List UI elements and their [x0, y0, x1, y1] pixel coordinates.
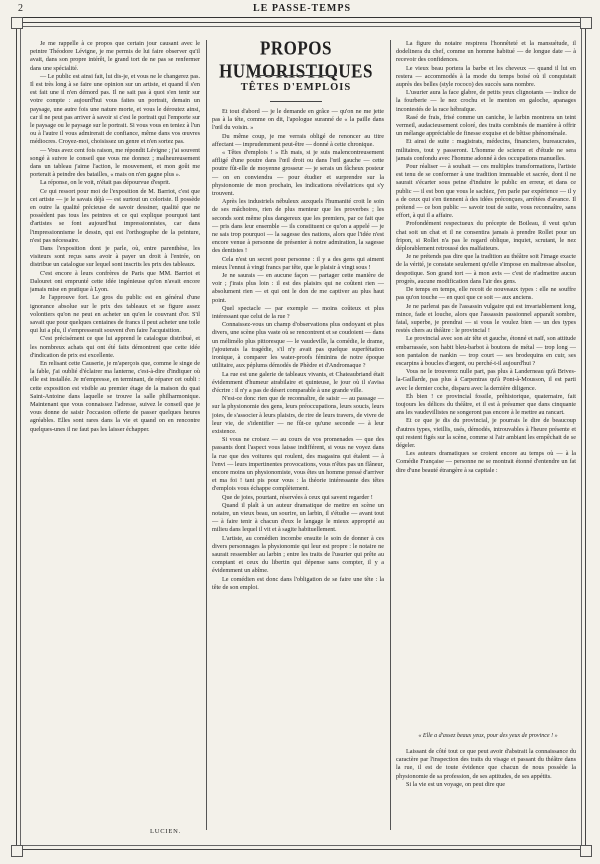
frame-corner-ornament — [11, 845, 23, 857]
header-rule — [18, 17, 586, 18]
paragraph: Si vous ne croisez — au cours de vos promenades — que des passants dont l'aspect vous laisse indifférent, si vous ne voyez dans la rue que des voitures qui roulent, des magasins qui étalent — à l'envi — leurs impertinentes provocations, vous n'êtes pas un flâneur, encore moins un physionomiste, vous êtes un homme pressé d'arriver et ma foi ! tant pis pour vous : la théorie intéressante des têtes d'emplois vous échappe complètement. — [212, 436, 384, 493]
middle-column-text — [212, 108, 384, 830]
paragraph: Quel spectacle — par exemple — moins coûteux et plus intéressant que celui de la rue ? — [212, 304, 384, 321]
paragraph: Cela n'est un secret pour personne : il y a des gens qui aiment mieux l'ennui à vingt francs par tête, que le plaisir à vingt sous ! — [212, 255, 384, 271]
paragraph: Que de joies, pourtant, réservées à ceux qui savent regarder ! — [222, 493, 373, 501]
column-divider — [206, 40, 207, 830]
page-number: 2 — [18, 3, 24, 14]
paragraph: Et tout d'abord — je le demande en grâce — qu'on ne me jette pas à la tête, comme on dit, l'apologue suranné de « la paille dans l'œil du voisin. » — [212, 108, 384, 132]
paragraph: Profondément respectueux du précepte de Boileau, il veut qu'un chat soit un chat et il ne consentira jamais à prendre Rollet pour un fripon, si Rollet n'a pas le regard oblique, inquiet, scrutant, le nez déplorablement retroussé des malfaiteurs. — [396, 220, 576, 253]
frame-corner-ornament — [580, 845, 592, 857]
paragraph: De temps en temps, elle recoit de nouveaux types : elle ne souffre pas qu'on touche — en quoi que ce soit — aux anciens. — [396, 286, 576, 302]
paragraph: Je ne prétends pas dire que la tradition au théâtre soit l'image exacte de la vérité, je constate seulement qu'elle s'impose en maîtresse absolue, despotique. Son grand tort — à mon avis — c'est de n'admettre aucun progrès, aucune modification dans l'air des gens. — [396, 253, 576, 285]
paragraph: Je l'approuve fort. Le gros du public est en général d'une ignorance absolue sur le prix des tableaux et se figure assez volontiers qu'on ne peut en acheter un qu'en le couvrant d'or. S'il savait que pour quelques centaines de francs il peut acheter une toile qui lui a plu, il s'empresserait souvent d'en faire l'acquisition. — [30, 294, 200, 335]
paragraph: Si la vie est un voyage, on peut dire que — [406, 780, 505, 788]
paragraph: Et ce que je dis du provincial, je pourrais le dire de beaucoup d'autres types, vieillis, usés, démodés, introuvables à l'heure présente et qui restent figés sur la scène, comme si l'air ambiant les empêchait de se dégeler. — [396, 417, 576, 449]
paragraph: Après les industriels nébuleux auxquels l'humanité croit le soin de ses mâchoires, rien de plus menteur que les proverbes ; les seconds sont même plus dangereux que les premiers, par ce fait que — pris dans leur ensemble — ils constituent ce qu'on a appelé — je ne sais trop pourquoi — la sagesse des nations, alors que l'idée n'est encore venue à personne de présenter à notre admiration, la sagesse des dentistes ! — [212, 198, 384, 255]
paragraph: Laissant de côté tout ce que peut avoir d'abstrait la connaissance du caractère par l'inspection des traits du visage et passant du théâtre dans la rue, il est de toute évidence que chacun de nous possède la physionomie de sa profession, de ses aptitudes, de ses appétits. — [396, 748, 576, 780]
paragraph: L'usurier aura la face glabre, de petits yeux clignotants — indice de la fourberie — le nez crochu et le menton en galoche, apanages incontestés de la race hébraïque. — [396, 89, 576, 113]
paragraph: L'artiste, au comédien incombe ensuite le soin de donner à ces divers personnages la physionomie qui leur est propre : le notaire ne saurait ressembler au larbin ; entre les traits de l'usurier qui prête au comptant et ceux du libertin qui dépense sans compter, il y a évidemment un abîme. — [212, 534, 384, 575]
paragraph: Rasé de frais, frisé comme un caniche, le larbin montrera un teint vermeil, audacieusement coloré, des traits combinés de manière à offrir un mélange appréciable de finesse exquise et de bêtise phénoménale. — [396, 113, 576, 138]
paragraph: La réponse, on le voit, n'était pas dépourvue d'esprit. — [40, 179, 171, 187]
quote-line: « Elle a d'assez beaux yeux, pour des yeux de province ! » — [418, 733, 558, 739]
paragraph: Le vieux beau portera la barbe et les cheveux — quand il lui en restera — accommodés à la mode du temps boisé où il conquistait auprès des belles (style rococo) des succès sans nombre. — [396, 64, 576, 89]
paragraph: Je ne saurais — en aucune façon — partager cette manière de voir ; j'irais plus loin : il est des plaisirs qui ne coûtent rien — absolument rien — et qui ont le don de me captiver au plus haut point. — [212, 272, 384, 304]
paragraph: Pour réaliser — à souhait — ces multiples transformations, l'artiste est tenu de se conformer à une tradition immuable et sacrée, dont il ne saurait s'écarter sous peine d'induire le public en erreur, et dans ce public — il est bon que vous le sachiez, j'en parle par expérience — il y a de ceux qui s'en tiennent à des idées préconçues, arrêtées d'avance. Il prétend — ce bon public — savoir tout de suite, vous reconnaître, sans effort, à qui il a affaire. — [396, 163, 576, 220]
column-divider — [390, 40, 391, 830]
signature: LUCIEN. — [150, 828, 182, 835]
paragraph: Les auteurs dramatiques se croient encore au temps où — à la Comédie Française — personne ne se montrait étonné d'entendre un fat dire d'une beauté étrangère à sa capitale : — [396, 450, 576, 474]
paragraph: En relisant cette Causerie, je m'aperçois que, comme le singe de la fable, j'ai oublié d'éclairer ma lanterne, c'est-à-dire d'indiquer où elle est installée. Je m'empresse, en terminant, de réparer cet oubli : cette exposition est visible au premier étage de la maison du quai Saint-Antoine dans laquelle se trouve la salle philharmonique. Maintenant que vous connaissez l'adresse, suivez le conseil que je vous donne de saisir l'occasion offerte de passer quelques heures agréables. Elles sont rares dans la vie et quand on en rencontre quelques-unes il ne faut pas les laisser échapper. — [30, 359, 200, 433]
article-subtitle: TÊTES D'EMPLOIS — [240, 82, 352, 93]
paragraph: Vous ne le trouverez nulle part, pas plus à Landerneau qu'à Brives-la-Gaillarde, pas plus à Carpentras qu'à Pont-à-Mousson, il est parti avec le dernier coche, disparu avec la dernière diligence. — [396, 368, 576, 392]
paragraph: Dans l'exposition dont je parle, où, entre parenthèse, les visiteurs sont reçus sans avoir à payer un droit à l'entrée, on distribue un catalogue sur lequel sont inscrits les prix des tableaux. — [30, 245, 200, 269]
paragraph: N'est-ce donc rien que de reconnaître, de saisir — au passage — sur la physionomie des gens, leurs préoccupations, leurs soucis, leurs joies, de s'associer à leurs plaisirs, de rire de leurs travers, de vivre de leur vie, de s'identifier — ne fût-ce qu'une seconde — à leur existence. — [212, 395, 384, 435]
right-column-closing-text — [396, 748, 576, 830]
paragraph: — Vous avez cent fois raison, me répondit Lévigne ; j'ai souvent songé à suivre le conseil que vous me donnez ; malheureusement dans un tableau j'aime l'action, le mouvement, et mon goût me porterait à peindre des batailles, « mais on n'en gagne plus ». — [30, 146, 200, 179]
paragraph: C'est précisément ce que lui apprend le catalogue distribué, et les nombreux achats qui ont été faits démontrent que cette idée d'indication de prix est excellente. — [30, 335, 200, 359]
paragraph: Le comédien est donc dans l'obligation de se faire une tête : la tête de son emploi. — [212, 575, 384, 591]
paragraph: Et ainsi de suite : magistrats, médecins, financiers, bureaucrates, militaires, tout y passeront. L'homme de science et d'étude ne sera jamais confondu avec l'homme adonné à des occupations manuelles. — [396, 138, 576, 162]
paragraph: Le provincial avec son air tête et gauche, étonné et naïf, son attitude embarrassée, son habit bleu-barbot à boutons de métal — trop long — son pantalon de nankin — trop court — ses brodequins en cuir, ses escarpins à boucles d'argent, ou perché-t-il aujourd'hui ? — [396, 335, 576, 367]
paragraph: C'est encore à leurs confrères de Paris que MM. Barriot et Dalouret ont emprunté cette idée ingénieuse qu'on n'avait encore jamais mise en pratique à Lyon. — [30, 269, 200, 294]
paragraph: Eh bien ! ce provincial fossile, préhistorique, quaternaire, fait toujours les délices du théâtre, et il est à présumer que dans cinquante ans les vaudevillistes ne songeront pas encore à le mettre au rancart. — [396, 392, 576, 417]
paragraph: — Le public est ainsi fait, lui dis-je, et vous ne le changerez pas. Il est très long à se faire une opinion sur un artiste, et quand il s'en est fait une il n'en démord pas. Il ne sait pas à quoi s'en tenir sur votre compte : aujourd'hui vous faites un portrait, demain un paysage, une autre fois une nature morte, et vous le déroutez ainsi, car il ne peut pas arriver à savoir si c'est le portrait qui l'emporte sur le paysage ou le paysage sur le portrait. Si vous vous en teniez à l'un ou à l'autre il vous admirerait de confiance, même dans vos œuvres médiocres. Croyez-moi, choisissez un genre et n'en sortez pas. — [30, 72, 200, 146]
subtitle-rule — [270, 101, 322, 102]
frame-corner-ornament — [11, 17, 23, 29]
page-header — [18, 2, 586, 16]
left-column-text — [30, 40, 200, 822]
title-rule — [255, 75, 337, 76]
frame-corner-ornament — [580, 17, 592, 29]
right-column-text — [396, 40, 576, 728]
paragraph: Je ne parlerai pas de l'assassin vulgaire qui est invariablement long, mince, fade et louche, alors que l'assassin passionnel apparaît sombre, fatal, superbe, je prendrai — si vous le voulez bien — un des types restés chers au théâtre : le provincial ! — [396, 302, 576, 335]
paragraph: Du même coup, je me verrais obligé de renoncer au titre affectant — imprudemment peut-être — donné à cette chronique. — [212, 132, 384, 148]
article-title: PROPOS HUMORISTIQUES — [219, 37, 373, 82]
paragraph: Ce qui ressort pour moi de l'exposition de M. Barriot, c'est que cet artiste — je le savais déjà — est surtout un coloriste. Il possède en outre la qualité précieuse de savoir dessiner, qualité que ne possèdent pas tous les peintres et ce qui explique pourquoi tant d'artistes se font aujourd'hui impressionnistes, car dans l'impressionnisme le dessin, qui est l'orthographe de la peinture, n'est pas nécessaire. — [30, 187, 200, 244]
paragraph: La rue est une galerie de tableaux vivants, et Chateaubriand était évidemment d'humeur atrabilaire et quinteuse, le jour où il s'avisa d'écrire : il n'y a pas de désert comparable à une grande ville. — [212, 370, 384, 394]
paragraph: Quand il plaît à un auteur dramatique de mettre en scène un notaire, un vieux beau, un sourire, un larbin, il s'étudie — avant tout — à faire tenir à chacun d'eux le langage le mieux approprié au milieu dans lequel il vit et à sagite habituellement. — [212, 501, 384, 534]
paragraph: Je me rappelle à ce propos que certain jour causant avec le peintre Théodore Lévigne, je me permis de lui faire observer qu'il avait, dans son propre intérêt, le grand tort de ne pas se renfermer dans une spécialité. — [30, 40, 200, 72]
journal-name: LE PASSE-TEMPS — [253, 3, 351, 14]
paragraph: Connaissez-vous un champ d'observations plus ondoyant et plus divers, une scène plus vaste où se rencontrent et se coudoient — dans un mélimélo plus pittoresque — le vaudeville, la comédie, le drame, j'ajouterais la tragédie, s'il n'y avait pas quelque superfétation ironique, à comparer les water-proofs féminins de notre époque utilitaire, aux péplums démodés de Phèdre et d'Andromaque ? — [212, 321, 384, 370]
paragraph: « Têtes d'emplois ! » Eh mais, si je suis malencontreusement affligé d'une poutre dans l'œil droit ou dans l'œil gauche — cette poutre fût-elle de moyenne grosseur — je serais un fâcheux posteur — on en conviendra — pour étudier et surprendre sur la physionomie de mon prochain, les indications révélatrices qui s'y trouvent. — [212, 149, 384, 198]
paragraph: La figure du notaire respirera l'honnêteté et la mansuétude, il dodelinera du chef, comme un homme habitué — de longue date — à recevoir des confidences. — [396, 40, 576, 64]
